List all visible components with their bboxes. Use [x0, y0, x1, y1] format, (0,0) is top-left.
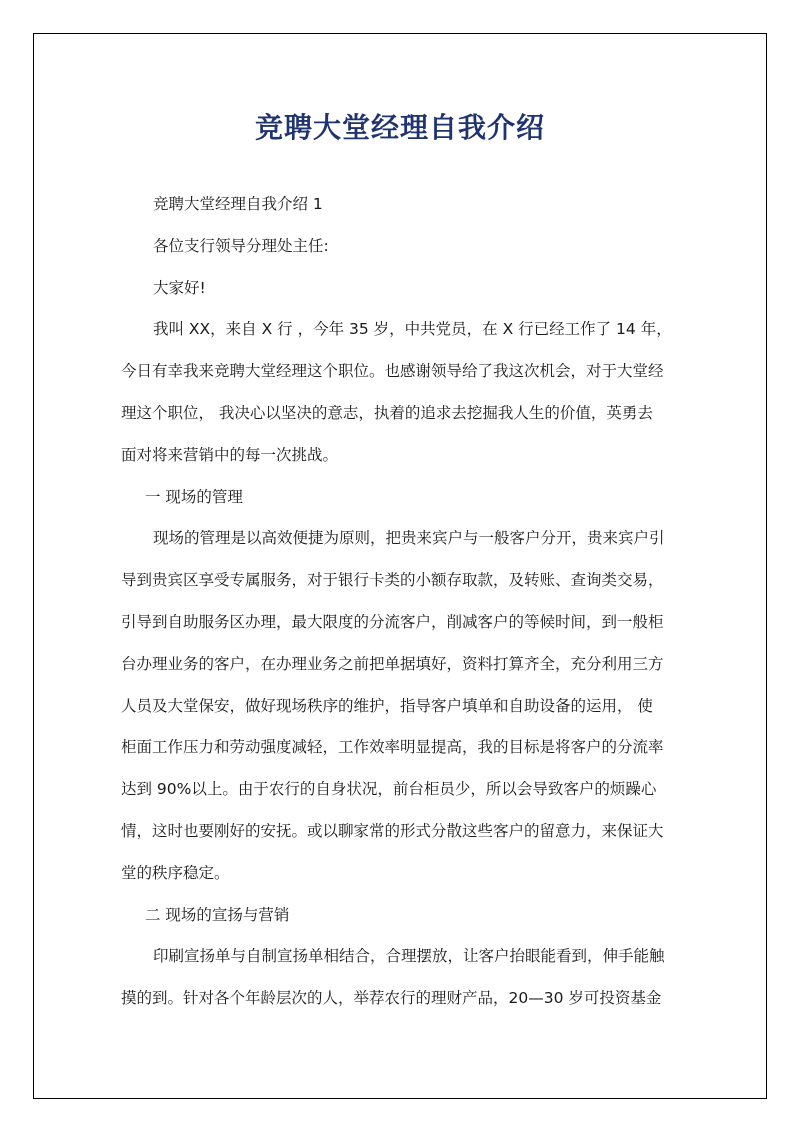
paragraph-line: 理这个职位， 我决心以坚决的意志，执着的追求去挖掘我人生的价值，英勇去	[121, 403, 653, 422]
document-title: 竞聘大堂经理自我介绍	[254, 111, 545, 144]
paragraph-line: 现场的管理是以高效便捷为原则，把贵来宾户与一般客户分开，贵来宾户引	[153, 529, 665, 548]
paragraph-line: 面对将来营销中的每一次挑战。	[121, 445, 339, 464]
paragraph-line: 今日有幸我来竞聘大堂经理这个职位。也感谢领导给了我这次机会，对于大堂经	[121, 362, 664, 381]
subtitle-line: 竞聘大堂经理自我介绍 1	[153, 195, 323, 213]
salutation: 各位支行领导分理处主任:	[153, 236, 329, 255]
paragraph-line: 导到贵宾区享受专属服务，对于银行卡类的小额存取款，及转账、查询类交易，	[121, 571, 664, 590]
paragraph-line: 印刷宣扬单与自制宣扬单相结合，合理摆放，让客户抬眼能看到，伸手能触	[153, 947, 665, 966]
section-heading: 一 现场的管理	[145, 487, 243, 506]
paragraph-line: 人员及大堂保安，做好现场秩序的维护，指导客户填单和自助设备的运用， 使	[121, 696, 653, 715]
paragraph-line: 我叫 XX，来自 X 行 ，今年 35 岁，中共党员，在 X 行已经工作了 14 年，	[153, 320, 672, 339]
section-heading: 二 现场的宣扬与营销	[145, 905, 290, 924]
paragraph-line: 引导到自助服务区办理，最大限度的分流客户，削减客户的等候时间，到一般柜	[121, 612, 664, 631]
document-body	[121, 184, 681, 1020]
paragraph-line: 堂的秩序稳定。	[121, 863, 230, 882]
paragraph-line: 情，这时也要刚好的安抚。或以聊家常的形式分散这些客户的留意力，来保证大	[121, 821, 664, 840]
greeting: 大家好!	[153, 278, 206, 297]
paragraph-line: 摸的到。针对各个年龄层次的人，举荐农行的理财产品，20—30 岁可投资基金	[121, 989, 662, 1008]
paragraph-line: 达到 90%以上。由于农行的自身状况，前台柜员少，所以会导致客户的烦躁心	[121, 780, 657, 799]
paragraph-line: 台办理业务的客户，在办理业务之前把单据填好，资料打算齐全，充分利用三方	[121, 654, 664, 673]
paragraph-line: 柜面工作压力和劳动强度减轻，工作效率明显提高，我的目标是将客户的分流率	[121, 738, 664, 757]
